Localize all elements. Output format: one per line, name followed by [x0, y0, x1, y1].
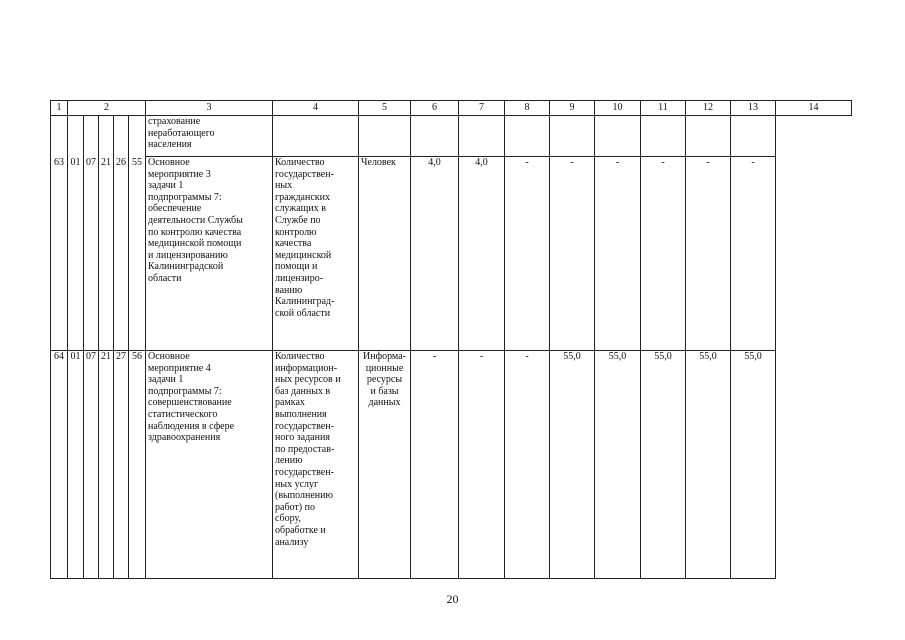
header-cell-13: 13: [731, 101, 776, 116]
page-number: 20: [446, 592, 459, 606]
value-cell: 4,0: [459, 157, 505, 351]
value-cell: 55,0: [641, 351, 686, 579]
indicator-name: Количество информацион- ных ресурсов и баз данных в рамках выполнения государствен- ного задания по предостав- лению государствен- ных услуг (выполнению работ) по сбору, обработке и анализу: [273, 351, 359, 579]
code-cell: [99, 116, 114, 157]
unit-cell: Человек: [359, 157, 411, 351]
event-description: страхование неработающего населения: [146, 116, 273, 157]
header-cell-3: 3: [146, 101, 273, 116]
value-cell: 55,0: [550, 351, 595, 579]
value-cell: [459, 116, 505, 157]
header-cell-14: 14: [776, 101, 852, 116]
value-cell: -: [459, 351, 505, 579]
code-cell: 07: [84, 157, 99, 351]
code-cell: [51, 116, 68, 157]
event-description: Основное мероприятие 4 задачи 1 подпрограммы 7: совершенствование статистического наблюдения в сфере здравоохранения: [146, 351, 273, 579]
code-cell: 64: [51, 351, 68, 579]
header-cell-8: 8: [505, 101, 550, 116]
header-cell-11: 11: [641, 101, 686, 116]
value-cell: [641, 116, 686, 157]
value-cell: -: [550, 157, 595, 351]
value-cell: 4,0: [411, 157, 459, 351]
value-cell: -: [595, 157, 641, 351]
header-cell-10: 10: [595, 101, 641, 116]
header-cell-6: 6: [411, 101, 459, 116]
value-cell: -: [505, 157, 550, 351]
header-cell-7: 7: [459, 101, 505, 116]
header-cell-4: 4: [273, 101, 359, 116]
code-cell: [129, 116, 146, 157]
table-row: [51, 351, 852, 579]
code-cell: [114, 116, 129, 157]
value-cell: [731, 116, 776, 157]
code-cell: 01: [68, 351, 84, 579]
indicator-name: [273, 116, 359, 157]
value-cell: -: [641, 157, 686, 351]
value-cell: -: [686, 157, 731, 351]
unit-cell: [359, 116, 411, 157]
code-cell: 56: [129, 351, 146, 579]
code-cell: 07: [84, 351, 99, 579]
value-cell: [686, 116, 731, 157]
header-cell-2: 2: [68, 101, 146, 116]
code-cell: [68, 116, 84, 157]
code-cell: 21: [99, 351, 114, 579]
code-cell: 27: [114, 351, 129, 579]
value-cell: 55,0: [595, 351, 641, 579]
value-cell: 55,0: [731, 351, 776, 579]
value-cell: [595, 116, 641, 157]
header-cell-5: 5: [359, 101, 411, 116]
value-cell: [411, 116, 459, 157]
value-cell: [550, 116, 595, 157]
header-cell-12: 12: [686, 101, 731, 116]
code-cell: 01: [68, 157, 84, 351]
code-cell: 63: [51, 157, 68, 351]
value-cell: -: [505, 351, 550, 579]
code-cell: [84, 116, 99, 157]
header-cell-1: 1: [51, 101, 68, 116]
indicator-name: Количество государствен- ных гражданских служащих в Службе по контролю качества медицинской помощи и лицензиро- ванию Калининград- ской области: [273, 157, 359, 351]
unit-cell: Информа- ционные ресурсы и базы данных: [359, 351, 411, 579]
table-row: [51, 116, 852, 157]
value-cell: -: [411, 351, 459, 579]
code-cell: 26: [114, 157, 129, 351]
value-cell: -: [731, 157, 776, 351]
header-cell-9: 9: [550, 101, 595, 116]
value-cell: [505, 116, 550, 157]
table-row: [51, 157, 852, 351]
header-row: [51, 101, 852, 116]
empty-column-14: [776, 116, 852, 579]
data-table: [50, 100, 852, 579]
event-description: Основное мероприятие 3 задачи 1 подпрограммы 7: обеспечение деятельности Службы по контролю качества медицинской помощи и лицензированию Калининградской области: [146, 157, 273, 351]
code-cell: 21: [99, 157, 114, 351]
code-cell: 55: [129, 157, 146, 351]
value-cell: 55,0: [686, 351, 731, 579]
